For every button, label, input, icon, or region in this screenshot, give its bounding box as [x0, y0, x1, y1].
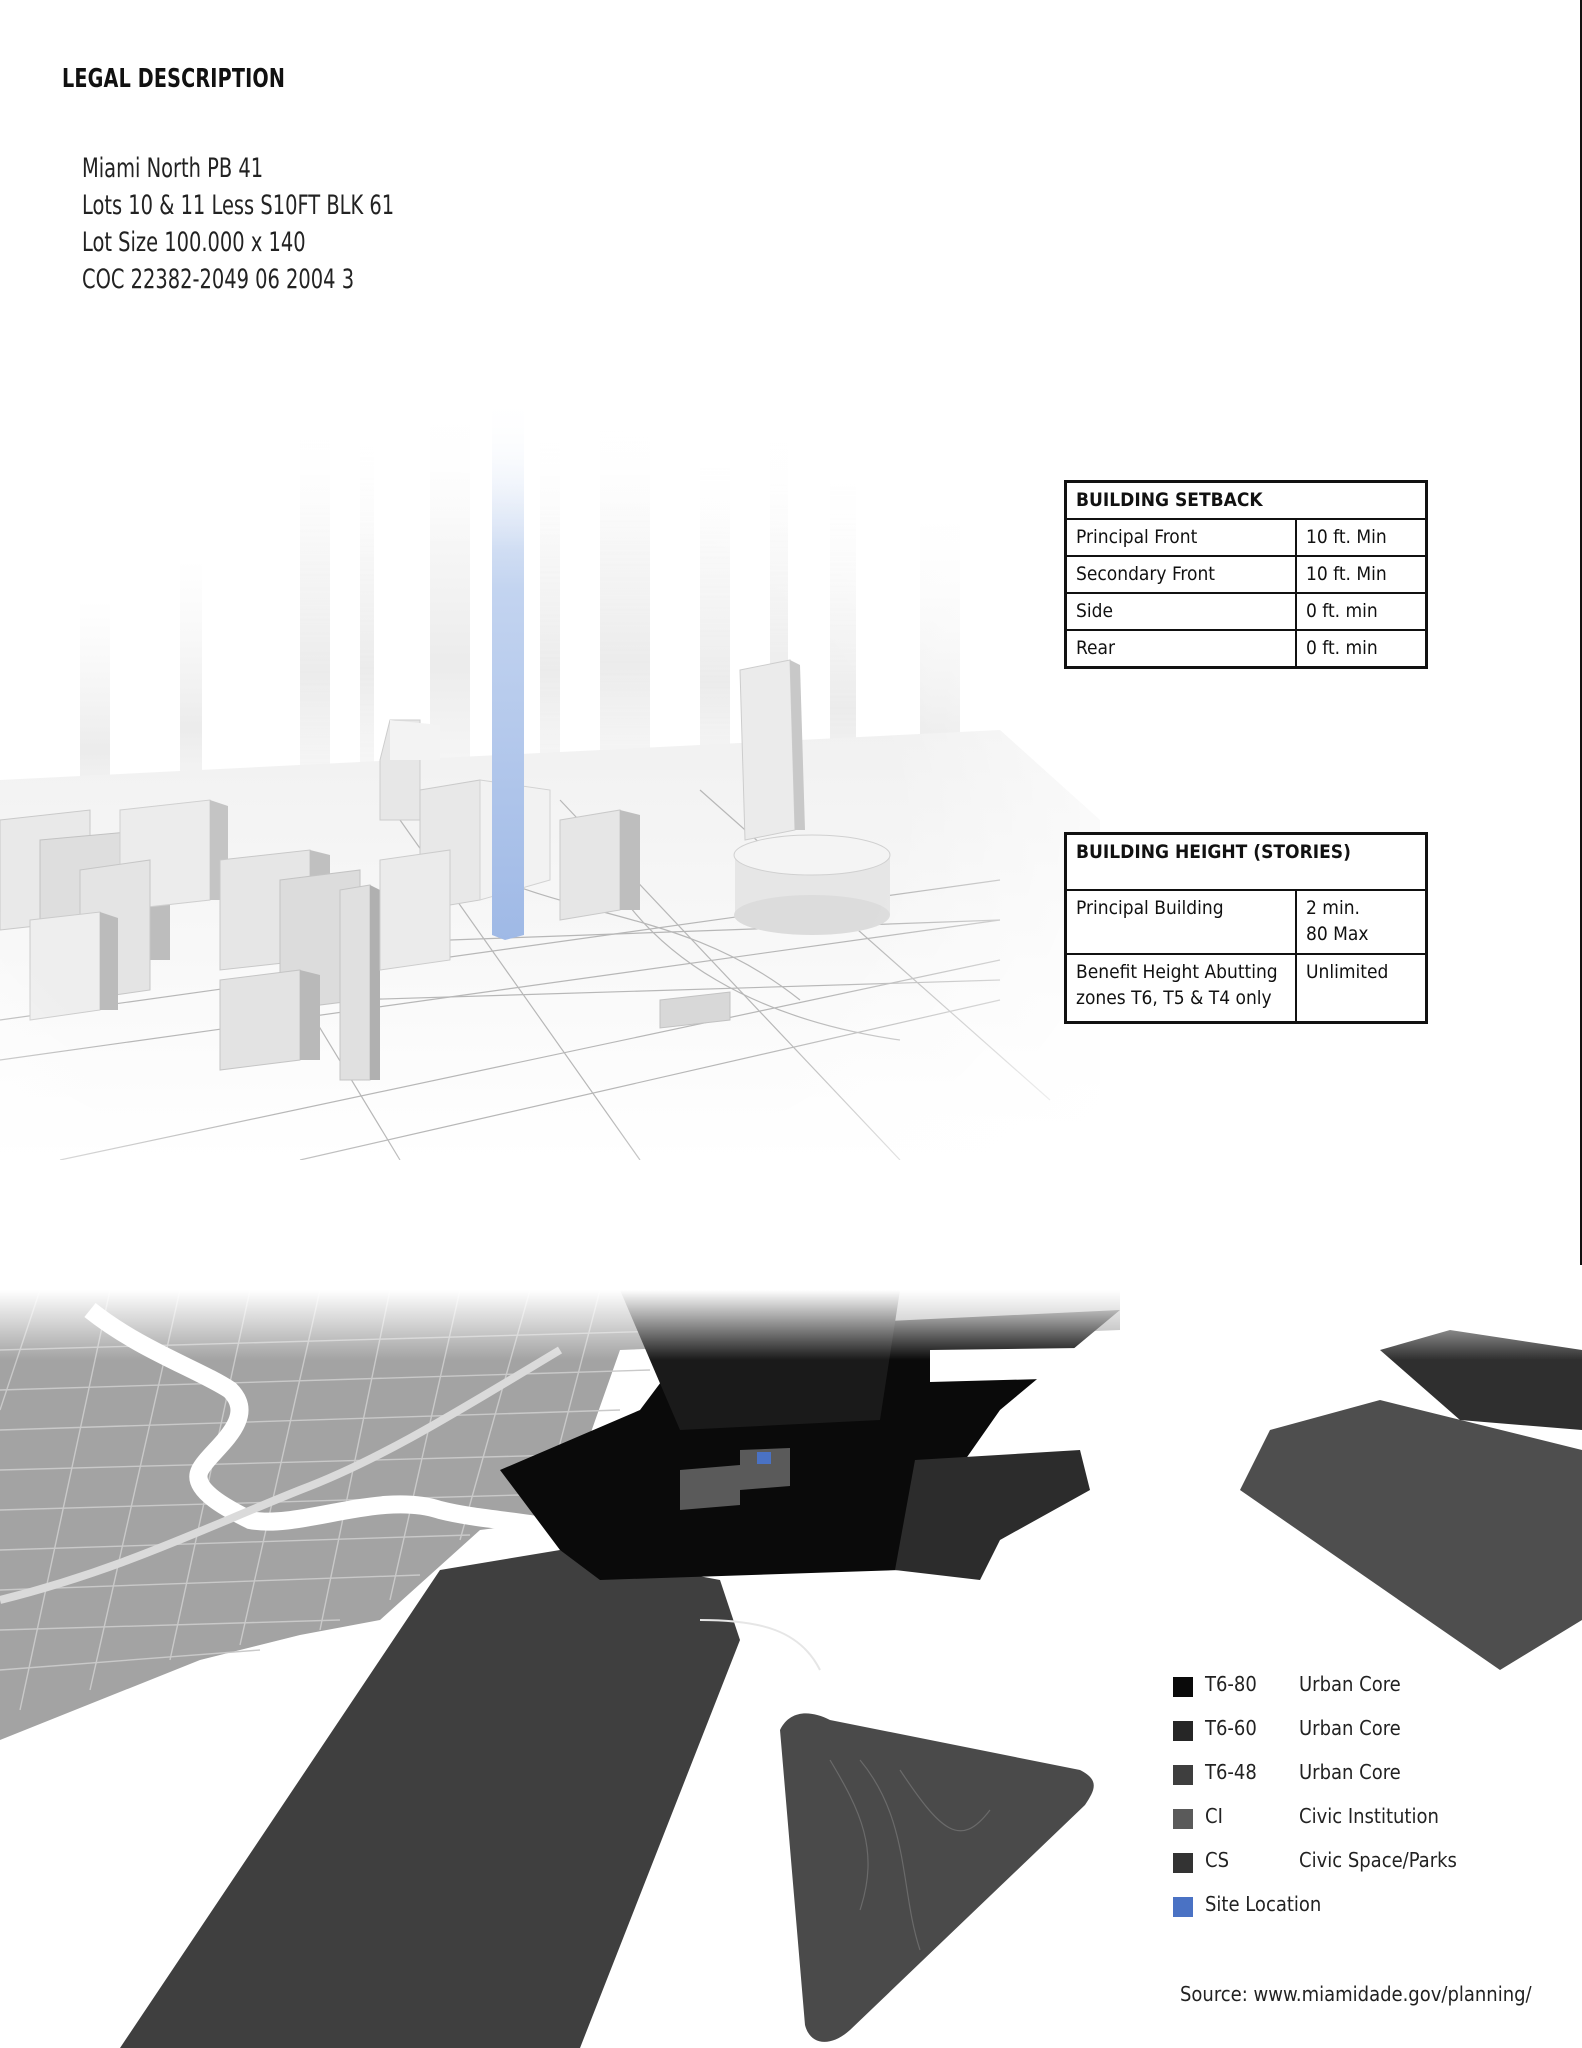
legend-item — [1173, 1760, 1493, 1790]
height-value — [1296, 890, 1427, 954]
legend-item — [1173, 1672, 1493, 1702]
table-row — [1066, 954, 1427, 1023]
setback-label: Secondary Front — [1066, 556, 1297, 593]
legend-name: Urban Core — [1299, 1672, 1401, 1696]
benefit-label-line: zones T6, T5 & T4 only — [1076, 987, 1272, 1009]
legend-swatch-t6-60 — [1173, 1721, 1193, 1741]
building-setback-table — [1064, 480, 1428, 669]
legend-name: Urban Core — [1299, 1760, 1401, 1784]
height-max: 80 Max — [1306, 923, 1369, 945]
building-height-table — [1064, 832, 1428, 1024]
height-min: 2 min. — [1306, 897, 1360, 919]
zone-cs-park — [780, 1713, 1094, 2041]
legal-line: Lots 10 & 11 Less S10FT BLK 61 — [82, 190, 395, 221]
legend-name: Site Location — [1205, 1892, 1322, 1916]
legend-code: CI — [1205, 1804, 1223, 1828]
table-row — [1066, 556, 1427, 593]
setback-value: 10 ft. Min — [1296, 519, 1427, 556]
legend-code: T6-60 — [1205, 1716, 1257, 1740]
legal-line: COC 22382-2049 06 2004 3 — [82, 264, 355, 295]
site-location-marker — [757, 1452, 771, 1464]
source-citation: Source: www.miamidade.gov/planning/ — [1180, 1982, 1532, 2006]
legal-line: Miami North PB 41 — [82, 153, 264, 184]
setback-value: 0 ft. min — [1296, 630, 1427, 668]
setback-title: BUILDING SETBACK — [1066, 482, 1427, 520]
legend-item — [1173, 1804, 1493, 1834]
building-massing-render — [0, 400, 1100, 1160]
legend-swatch-ci — [1173, 1809, 1193, 1829]
setback-label: Principal Front — [1066, 519, 1297, 556]
zone-t6-60 — [895, 1450, 1090, 1580]
height-label: Principal Building — [1066, 890, 1297, 954]
legend-swatch-t6-80 — [1173, 1677, 1193, 1697]
legend-name: Urban Core — [1299, 1716, 1401, 1740]
height-label — [1066, 954, 1297, 1023]
benefit-label-line: Benefit Height Abutting — [1076, 961, 1278, 983]
setback-value: 0 ft. min — [1296, 593, 1427, 630]
legend-swatch-t6-48 — [1173, 1765, 1193, 1785]
legend-code: T6-48 — [1205, 1760, 1257, 1784]
legend-item — [1173, 1892, 1493, 1922]
legend-swatch-site — [1173, 1897, 1193, 1917]
legend-code: CS — [1205, 1848, 1229, 1872]
height-value: Unlimited — [1296, 954, 1427, 1023]
table-row — [1066, 593, 1427, 630]
table-row — [1066, 519, 1427, 556]
legend-code: T6-80 — [1205, 1672, 1257, 1696]
height-title: BUILDING HEIGHT (STORIES) — [1066, 834, 1427, 891]
legend-item — [1173, 1716, 1493, 1746]
legal-description-text — [82, 150, 394, 298]
setback-label: Side — [1066, 593, 1297, 630]
table-row — [1066, 630, 1427, 668]
legend-item — [1173, 1848, 1493, 1878]
zoning-map — [0, 1290, 1582, 2048]
table-row — [1066, 890, 1427, 954]
legend-name: Civic Institution — [1299, 1804, 1439, 1828]
setback-label: Rear — [1066, 630, 1297, 668]
legal-description-heading: LEGAL DESCRIPTION — [62, 64, 286, 94]
setback-value: 10 ft. Min — [1296, 556, 1427, 593]
legend-swatch-cs — [1173, 1853, 1193, 1873]
legend-name: Civic Space/Parks — [1299, 1848, 1457, 1872]
legal-line: Lot Size 100.000 x 140 — [82, 227, 306, 258]
